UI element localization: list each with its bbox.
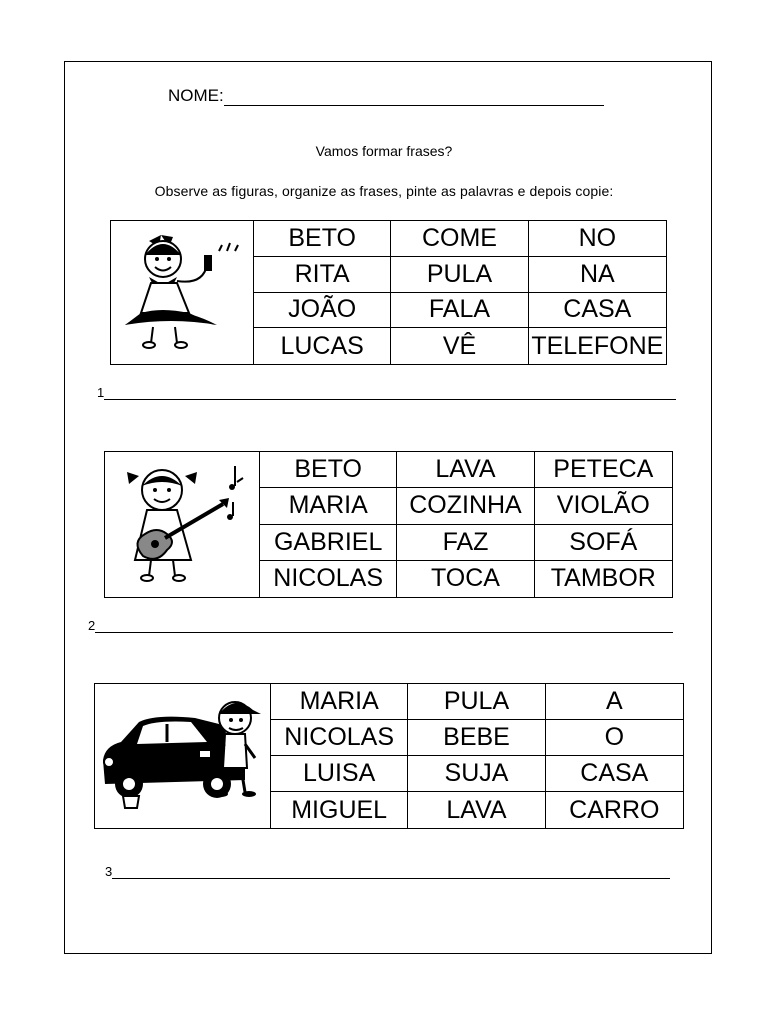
- word-cell[interactable]: NA: [529, 257, 666, 293]
- word-cell[interactable]: LUCAS: [254, 328, 391, 364]
- word-table-1: [254, 221, 666, 364]
- word-cell[interactable]: SUJA: [408, 756, 545, 792]
- word-cell[interactable]: RITA: [254, 257, 391, 293]
- word-cell[interactable]: MARIA: [271, 684, 408, 720]
- boy-washing-car-icon: [95, 684, 271, 828]
- word-cell[interactable]: LAVA: [408, 792, 545, 828]
- word-cell[interactable]: TELEFONE: [531, 331, 664, 360]
- word-cell[interactable]: PULA: [408, 684, 545, 720]
- word-cell[interactable]: VIOLÃO: [535, 488, 672, 524]
- instructions: Observe as figuras, organize as frases, pinte as palavras e depois copie:: [154, 183, 614, 199]
- word-cell[interactable]: CARRO: [569, 795, 660, 824]
- answer-number: 3: [105, 864, 113, 879]
- word-cell[interactable]: A: [546, 684, 683, 720]
- word-cell[interactable]: FAZ: [397, 525, 534, 561]
- word-cell[interactable]: COME: [391, 221, 528, 257]
- word-cell[interactable]: COZINHA: [397, 488, 534, 524]
- word-cell[interactable]: LAVA: [397, 452, 534, 488]
- girl-playing-guitar-icon: [105, 452, 260, 597]
- word-cell[interactable]: TAMBOR: [550, 564, 656, 593]
- answer-number: 2: [88, 618, 96, 633]
- word-cell[interactable]: NO: [529, 221, 666, 257]
- word-cell[interactable]: NICOLAS: [271, 720, 408, 756]
- word-cell[interactable]: BEBE: [408, 720, 545, 756]
- name-field[interactable]: [168, 86, 604, 106]
- word-table-2: [260, 452, 672, 597]
- answer-blank-line[interactable]: [104, 387, 676, 400]
- page-subtitle: Vamos formar frases?: [315, 143, 453, 159]
- word-cell[interactable]: PETECA: [535, 452, 672, 488]
- word-table-3: [271, 684, 683, 828]
- answer-line-1[interactable]: [97, 385, 676, 400]
- exercise-3: [94, 683, 684, 829]
- word-cell[interactable]: TOCA: [397, 561, 534, 597]
- answer-line-2[interactable]: [88, 618, 673, 633]
- word-cell[interactable]: BETO: [254, 221, 391, 257]
- word-cell[interactable]: O: [546, 720, 683, 756]
- answer-blank-line[interactable]: [112, 866, 670, 879]
- word-cell[interactable]: GABRIEL: [260, 525, 397, 561]
- answer-line-3[interactable]: [105, 864, 670, 879]
- word-cell[interactable]: NICOLAS: [260, 561, 397, 597]
- word-cell[interactable]: PULA: [391, 257, 528, 293]
- answer-blank-line[interactable]: [95, 620, 673, 633]
- word-cell[interactable]: SOFÁ: [535, 525, 672, 561]
- word-cell[interactable]: MARIA: [260, 488, 397, 524]
- exercise-2: [104, 451, 673, 598]
- name-label: NOME:: [168, 86, 224, 105]
- word-cell[interactable]: CASA: [546, 756, 683, 792]
- word-cell[interactable]: CASA: [529, 293, 666, 329]
- name-blank-line[interactable]: [224, 89, 604, 106]
- word-cell[interactable]: MIGUEL: [271, 792, 408, 828]
- word-cell[interactable]: JOÃO: [254, 293, 391, 329]
- girl-talking-phone-icon: [111, 221, 254, 364]
- word-cell[interactable]: BETO: [260, 452, 397, 488]
- exercise-1: [110, 220, 667, 365]
- answer-number: 1: [97, 385, 105, 400]
- word-cell[interactable]: VÊ: [391, 328, 528, 364]
- word-cell[interactable]: FALA: [391, 293, 528, 329]
- word-cell[interactable]: LUISA: [271, 756, 408, 792]
